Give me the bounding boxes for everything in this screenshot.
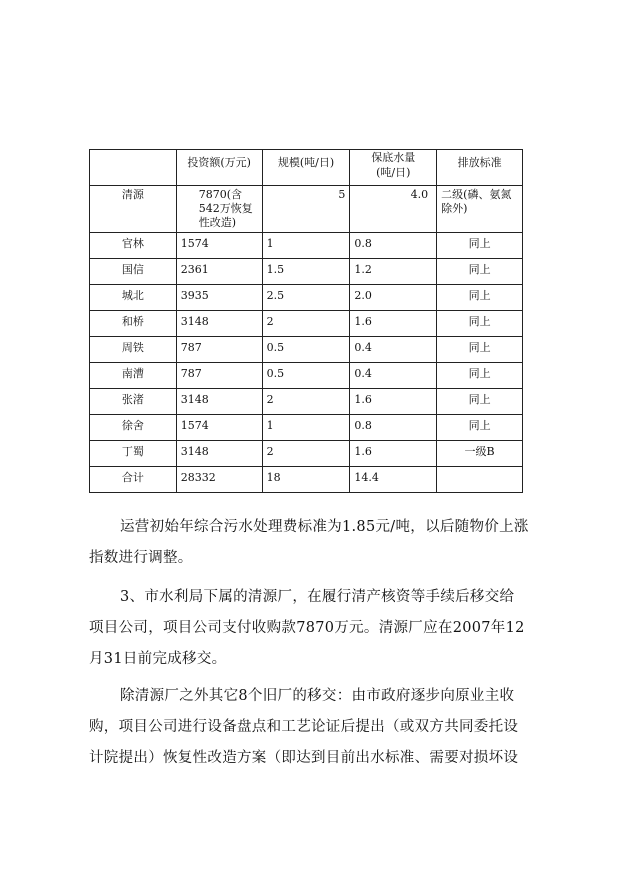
base-volume-cell: 4.0 — [350, 186, 437, 233]
standard-cell: 二级(磷、氨氮除外) — [437, 186, 523, 233]
plant-name: 周铁 — [90, 337, 177, 363]
header-cell: 投资额(万元) — [176, 150, 262, 186]
total-label: 合计 — [90, 467, 177, 493]
standard-cell: 一级B — [437, 441, 523, 467]
standard-cell: 同上 — [437, 311, 523, 337]
scale-cell: 2 — [262, 311, 350, 337]
scale-cell: 2 — [262, 389, 350, 415]
plant-name: 徐舍 — [90, 415, 177, 441]
investment-cell: 787 — [176, 337, 262, 363]
header-cell: 排放标准 — [437, 150, 523, 186]
plant-name: 国信 — [90, 259, 177, 285]
total-base-volume: 14.4 — [350, 467, 437, 493]
standard-cell: 同上 — [437, 233, 523, 259]
header-cell: 保底水量 (吨/日) — [350, 150, 437, 186]
header-cell: 规模(吨/日) — [262, 150, 350, 186]
scale-cell: 1.5 — [262, 259, 350, 285]
scale-cell: 2.5 — [262, 285, 350, 311]
table-row — [90, 441, 523, 467]
investment-table — [89, 149, 523, 493]
investment-cell: 1574 — [176, 415, 262, 441]
scale-cell: 1 — [262, 233, 350, 259]
standard-cell: 同上 — [437, 389, 523, 415]
scale-cell: 0.5 — [262, 337, 350, 363]
table-row — [90, 285, 523, 311]
paragraph-fee-standard: 运营初始年综合污水处理费标准为1.85元/吨，以后随物价上涨指数进行调整。 — [89, 519, 529, 566]
investment-cell: 1574 — [176, 233, 262, 259]
paragraph-other-plants: 除清源厂之外其它8个旧厂的移交：由市政府逐步向原业主收购，项目公司进行设备盘点和工艺论证后提出（或双方共同委托设计院提出）恢复性改造方案（即达到目前出水标准、需要对损坏设 — [89, 688, 519, 766]
base-volume-cell: 0.8 — [350, 233, 437, 259]
total-investment: 28332 — [176, 467, 262, 493]
scale-cell: 1 — [262, 415, 350, 441]
plant-name: 和桥 — [90, 311, 177, 337]
base-volume-cell: 0.4 — [350, 337, 437, 363]
total-standard — [437, 467, 523, 493]
table-row — [90, 186, 523, 233]
base-volume-cell: 1.2 — [350, 259, 437, 285]
table-row — [90, 311, 523, 337]
paragraph-qingyuan-transfer: 3、市水利局下属的清源厂，在履行清产核资等手续后移交给项目公司，项目公司支付收购款7870万元。清源厂应在2007年12月31日前完成移交。 — [89, 589, 525, 667]
base-volume-cell: 1.6 — [350, 311, 437, 337]
investment-cell: 3935 — [176, 285, 262, 311]
base-volume-cell: 2.0 — [350, 285, 437, 311]
table-total-row — [90, 467, 523, 493]
standard-cell: 同上 — [437, 285, 523, 311]
base-volume-cell: 0.8 — [350, 415, 437, 441]
table-row — [90, 233, 523, 259]
table-row — [90, 415, 523, 441]
table-row — [90, 389, 523, 415]
table-header-row — [90, 150, 523, 186]
standard-cell: 同上 — [437, 415, 523, 441]
plant-name: 张渚 — [90, 389, 177, 415]
base-volume-cell: 1.6 — [350, 441, 437, 467]
scale-cell: 2 — [262, 441, 350, 467]
standard-cell: 同上 — [437, 363, 523, 389]
total-scale: 18 — [262, 467, 350, 493]
plant-name: 丁蜀 — [90, 441, 177, 467]
plant-name: 官林 — [90, 233, 177, 259]
investment-cell: 787 — [176, 363, 262, 389]
investment-cell: 3148 — [176, 389, 262, 415]
table-row — [90, 337, 523, 363]
table-row — [90, 363, 523, 389]
plant-name: 清源 — [90, 186, 177, 233]
plant-name: 城北 — [90, 285, 177, 311]
base-volume-cell: 1.6 — [350, 389, 437, 415]
investment-cell: 7870(含542万恢复性改造) — [176, 186, 262, 233]
investment-cell: 2361 — [176, 259, 262, 285]
table-row — [90, 259, 523, 285]
investment-cell: 3148 — [176, 441, 262, 467]
investment-cell: 3148 — [176, 311, 262, 337]
header-cell — [90, 150, 177, 186]
standard-cell: 同上 — [437, 259, 523, 285]
scale-cell: 5 — [262, 186, 350, 233]
base-volume-cell: 0.4 — [350, 363, 437, 389]
plant-name: 南漕 — [90, 363, 177, 389]
standard-cell: 同上 — [437, 337, 523, 363]
scale-cell: 0.5 — [262, 363, 350, 389]
